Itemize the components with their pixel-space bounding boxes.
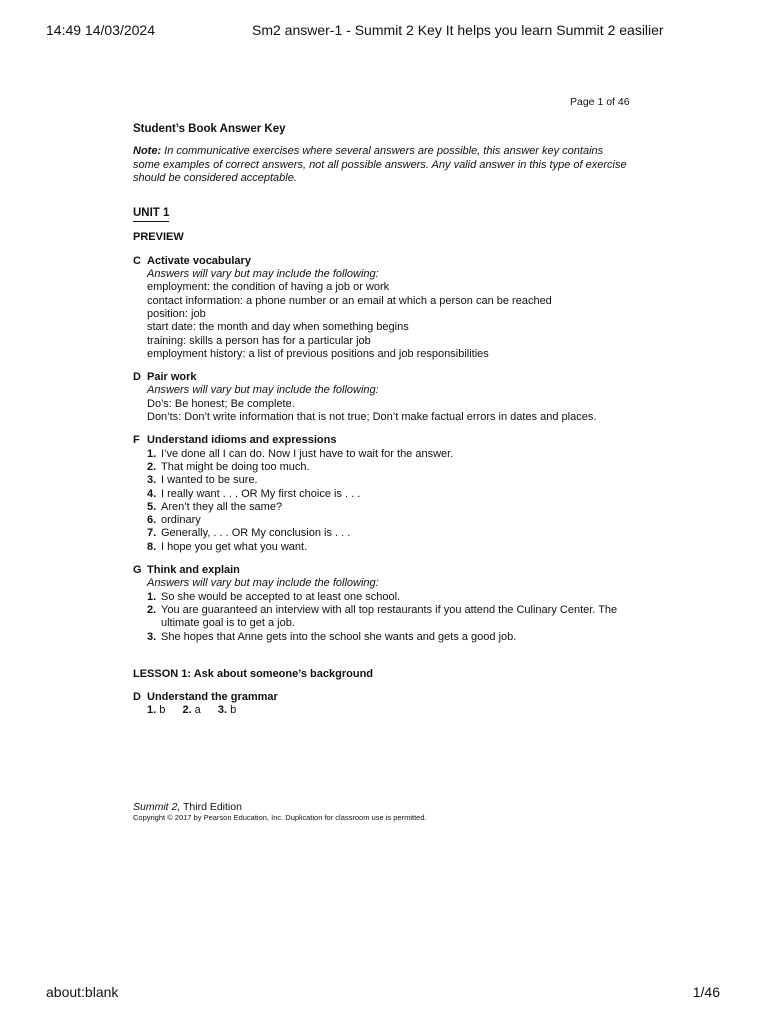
item-number: 5.: [147, 500, 157, 513]
item-text: I’ve done all I can do. Now I just have to wait for the answer.: [161, 447, 454, 460]
print-page-count: 1/46: [692, 984, 720, 1000]
answer-item: [182, 704, 200, 716]
section-letter: C: [133, 254, 141, 267]
section-letter: D: [133, 691, 141, 704]
copyright-notice: Copyright © 2017 by Pearson Education, Inc. Duplication for classroom use is permitted.: [133, 813, 427, 822]
lesson-heading: LESSON 1: Ask about someone’s background: [133, 667, 374, 680]
answer-line: Don’ts: Don’t write information that is not true; Don’t make factual errors in dates and places.: [147, 411, 597, 424]
list-item: [147, 488, 633, 501]
section-letter: G: [133, 564, 142, 577]
item-text: That might be doing too much.: [161, 460, 310, 473]
item-number: 4.: [147, 487, 157, 500]
list-item: [147, 501, 633, 514]
print-datetime: 14:49 14/03/2024: [46, 22, 155, 38]
item-text: I really want . . . OR My first choice is . . .: [161, 487, 361, 500]
print-url: about:blank: [46, 984, 119, 1000]
print-document-title: Sm2 answer-1 - Summit 2 Key It helps you learn Summit 2 easilier: [252, 22, 664, 38]
section-title: Activate vocabulary: [147, 254, 251, 267]
section-d: [133, 371, 633, 424]
list-item: [147, 527, 633, 540]
section-g: [133, 564, 633, 644]
book-edition: Third Edition: [180, 801, 242, 813]
numbered-list: [147, 448, 633, 554]
item-number: 1.: [147, 704, 157, 717]
document-title: Student’s Book Answer Key: [133, 123, 286, 135]
item-text: ordinary: [161, 514, 201, 527]
section-title: Understand idioms and expressions: [147, 434, 337, 447]
item-text: b: [227, 704, 237, 717]
item-text: Aren’t they all the same?: [161, 500, 283, 513]
item-number: 2.: [147, 460, 157, 473]
item-number: 6.: [147, 514, 157, 527]
item-number: 3.: [217, 704, 228, 717]
answer-line: employment history: a list of previous positions and job responsibilities: [147, 347, 489, 360]
section-title: Think and explain: [147, 564, 240, 577]
answer-line: position: job: [147, 307, 206, 320]
unit-heading: UNIT 1: [133, 207, 169, 222]
item-number: 3.: [147, 474, 157, 487]
section-intro: Answers will vary but may include the following:: [147, 577, 379, 590]
answer-line: start date: the month and day when something begins: [147, 321, 409, 334]
item-text: a: [191, 704, 201, 717]
list-item: [147, 631, 633, 644]
item-number: 2.: [182, 704, 192, 717]
list-item: [147, 514, 633, 527]
item-number: 7.: [147, 527, 157, 540]
print-header: [0, 22, 768, 42]
item-text: I hope you get what you want.: [161, 540, 308, 553]
item-number: 2.: [147, 603, 157, 616]
note-text: In communicative exercises where several answers are possible, this answer key contains some examples of correct answers, not all possible answers. Any valid answer in this type of exercise should be considered acceptable.: [133, 145, 627, 184]
item-text: She hopes that Anne gets into the school she wants and gets a good job.: [161, 630, 517, 643]
preview-heading: PREVIEW: [133, 231, 184, 244]
answer-line: employment: the condition of having a job or work: [147, 281, 390, 294]
answer-line: contact information: a phone number or an email at which a person can be reached: [147, 294, 552, 307]
item-number: 8.: [147, 540, 157, 553]
item-text: b: [156, 704, 166, 717]
list-item: [147, 461, 633, 474]
page-indicator: Page 1 of 46: [570, 96, 630, 108]
item-text: So she would be accepted to at least one school.: [161, 590, 401, 603]
answer-line: training: skills a person has for a particular job: [147, 334, 371, 347]
answer-line: Do’s: Be honest; Be complete.: [147, 397, 295, 410]
item-text: I wanted to be sure.: [161, 474, 258, 487]
list-item: [147, 448, 633, 461]
numbered-list: [147, 591, 633, 644]
list-item: [147, 541, 633, 554]
section-intro: Answers will vary but may include the following:: [147, 268, 379, 281]
lesson-section-d: [133, 691, 633, 718]
section-letter: F: [133, 434, 140, 447]
section-f: [133, 434, 633, 554]
book-title: Summit 2,: [133, 801, 181, 813]
item-number: 1.: [147, 447, 157, 460]
item-text: Generally, . . . OR My conclusion is . . .: [161, 527, 351, 540]
item-number: 3.: [147, 630, 157, 643]
list-item: [147, 591, 633, 604]
print-footer: [0, 984, 768, 1004]
section-intro: Answers will vary but may include the following:: [147, 384, 379, 397]
section-letter: D: [133, 371, 141, 384]
section-c: [133, 255, 633, 361]
answer-key-document: [133, 123, 633, 718]
item-number: 1.: [147, 590, 157, 603]
answer-item: [147, 704, 165, 716]
section-title: Pair work: [147, 371, 197, 384]
note-paragraph: [133, 145, 633, 185]
list-item: [147, 474, 633, 487]
list-item: [147, 604, 633, 631]
answer-item: [218, 704, 236, 716]
item-text: You are guaranteed an interview with all top restaurants if you attend the Culinary Center. The ultimate goal is to get a job.: [161, 603, 618, 630]
section-title: Understand the grammar: [147, 691, 278, 704]
inline-answers: [147, 704, 633, 717]
note-label: Note:: [133, 145, 162, 158]
book-credit: [133, 801, 242, 813]
